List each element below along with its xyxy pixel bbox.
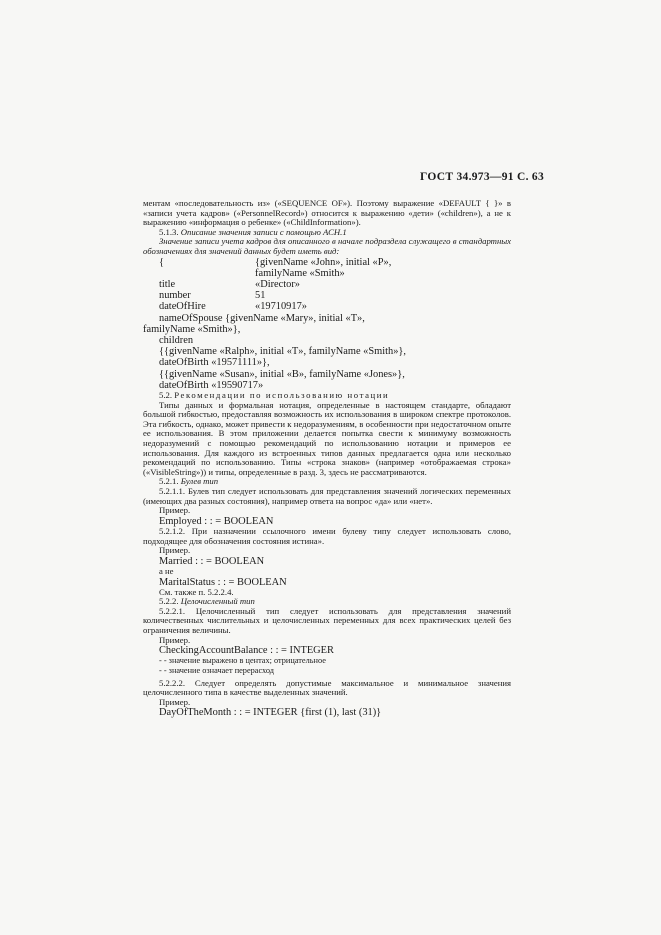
paragraph: 5.2.1.2. При назначении ссылочного имени булеву типу следует использовать слово, подходящее для обозначения состояния истина». [143,525,511,546]
code-line: {{givenName «Ralph», initial «T», familyName «Smith»}, [159,346,406,358]
record-line [143,279,511,290]
code-line: {{givenName «Susan», initial «B», familyName «Jones»}, [159,368,405,380]
example-label: Пример. [159,505,191,516]
record-line [143,257,511,268]
text-line: а не [159,565,174,576]
text-line: См. также п. 5.2.2.4. [159,586,234,597]
code-line: nameOfSpouse {givenName «Mary», initial «T», [159,312,365,324]
page-body [143,199,511,719]
code-comment: - - значение выражено в центах; отрицательное [159,656,326,666]
page-header: ГОСТ 34.973—91 С. 63 [420,171,545,183]
section-title: Целочисленный тип [180,596,255,607]
section-number: 5.2.1. [159,476,179,487]
paragraph: 5.2.2.1. Целочисленный тип следует использовать для представления значений количественных числительных и целочисленных переменных для всех практических целей без ограничения величины. [143,605,511,636]
code-line: familyName «Smith»}, [143,323,241,335]
record-val: {givenName «John», initial «P», [255,256,392,268]
example-label: Пример. [159,545,191,556]
record-key: number [159,290,191,302]
example-label: Пример. [159,634,191,645]
paragraph: 5.2.2.2. Следует определять допустимые максимальное и минимальное значения целочисленного типа в качестве выделенных значений. [143,677,511,698]
record-value [143,257,511,391]
code-line: dateOfBirth «19590717» [159,379,264,391]
record-val: familyName «Smith» [255,267,345,279]
code-line: MaritalStatus : : = BOOLEAN [159,576,287,588]
section-title: Рекомендации по использованию нотации [174,390,390,400]
paragraph: 5.2.1.1. Булев тип следует использовать для представления значений логических переменных (имеющих два разных состояния), например ответа на вопрос «да» или «нет». [143,485,511,506]
code-line: Married : : = BOOLEAN [159,555,265,567]
code-comment: - - значение означает перерасход [159,666,275,676]
section-title: Булев тип [180,476,219,487]
record-line [143,301,511,312]
paragraph: ментам «последовательность из» («SEQUENCE OF»). Поэтому выражение «DEFAULT { }» в «записи учета кадров» («PersonnelRecord») относится к выражению «дети» («children»), а не к выражению «информация о ребенке» («ChildInformation»). [143,198,511,228]
record-key: title [159,278,176,290]
record-val: 51 [255,290,266,302]
code-line: DayOfTheMonth : : = INTEGER {first (1), last (31)} [159,707,382,719]
code-line: CheckingAccountBalance : : = INTEGER [159,645,334,657]
code-line: dateOfBirth «19571111»}, [159,357,270,369]
record-val: «19710917» [255,301,307,313]
record-key [143,268,255,279]
section-number: 5.2.2. [159,596,179,607]
paragraph: Типы данных и формальная нотация, определенные в настоящем стандарте, обладают большой гибкостью, предоставляя возможность их использования в широком спектре протоколов. Эта гибкость, однако, может привести к недоразумениям, в особенности при недостаточном опыте ее использования. В этом приложении делается попытка свести к минимуму возможность недоразумений с помощью рекомендаций по использованию нотации и примеров ее использования. Для каждого из встроенных типов данных предлагается одна или несколько рекомендаций по использованию. Типы «строка знаков» (например «отображаемая строка» («VisibleString»)) и типы, определенные в разд. 3, здесь не рассматриваются. [143,399,511,477]
example-label: Пример. [159,696,191,707]
section-number: 5.1.3. [159,226,179,237]
record-key: dateOfHire [159,301,206,313]
paragraph: Значение записи учета кадров для описанного в начале подраздела служащего в стандартных обозначениях для значений данных будет иметь вид: [143,236,511,256]
code-line: children [159,334,194,346]
code-line: Employed : : = BOOLEAN [159,515,274,527]
section-number: 5.2. [159,390,173,400]
record-val: «Director» [255,278,301,290]
record-key: { [159,256,164,268]
record-line [143,290,511,301]
section-title: Описание значения записи с помощью АСН.1 [180,226,347,237]
record-line [143,268,511,279]
